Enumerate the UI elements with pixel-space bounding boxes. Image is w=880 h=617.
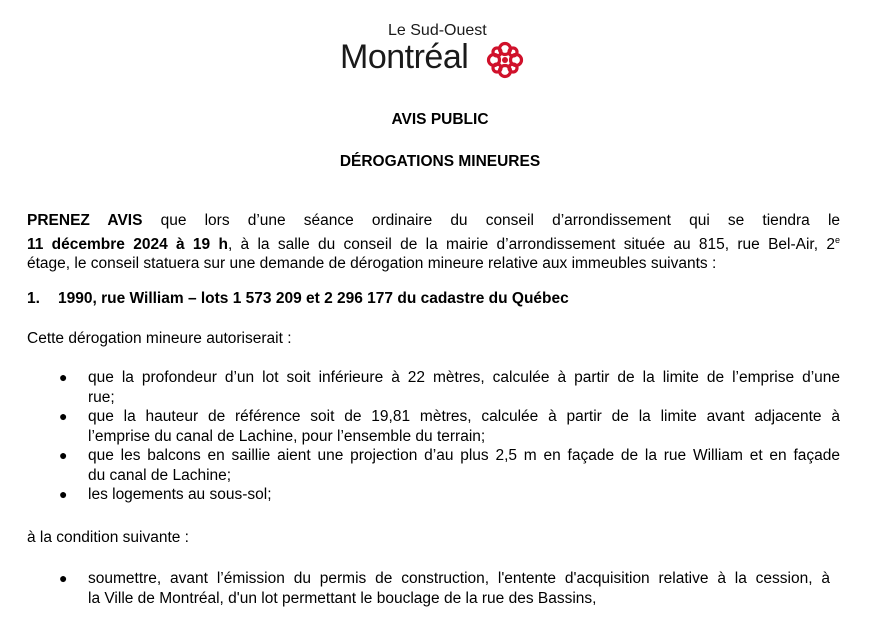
list-item xyxy=(0,368,880,407)
list-item-line-1: que la hauteur de référence soit de 19,81 mètres, calculée à partir de la limite avant adjacente à xyxy=(88,408,840,425)
derogation-intro: Cette dérogation mineure autoriserait : xyxy=(27,330,292,347)
list-item xyxy=(0,407,880,446)
intro-part-2: , à la salle du conseil de la mairie d’arrondissement située au 815, rue Bel-Air, 2 xyxy=(227,235,835,253)
notice-title: AVIS PUBLIC xyxy=(391,111,489,128)
intro-line-1 xyxy=(27,211,840,231)
montreal-logo xyxy=(338,20,528,80)
ordinal-superscript: e xyxy=(834,234,840,245)
bullet-icon: ● xyxy=(59,408,68,424)
item-1-heading xyxy=(27,290,569,308)
list-item-line-1: les logements au sous-sol; xyxy=(88,486,272,503)
list-item xyxy=(0,485,880,505)
meeting-date: 11 décembre 2024 à 19 h xyxy=(27,235,228,253)
item-title: 1990, rue William – lots 1 573 209 et 2 296 177 du cadastre du Québec xyxy=(58,290,569,307)
intro-line-2 xyxy=(27,231,840,255)
bullet-icon: ● xyxy=(59,447,68,463)
list-item-line-2: du canal de Lachine; xyxy=(88,466,232,484)
list-item-line-1: que la profondeur d’un lot soit inférieure à 22 mètres, calculée à partir de la limite de l’emprise d’une xyxy=(88,369,840,386)
notice-subtitle: DÉROGATIONS MINEURES xyxy=(339,153,541,170)
logo-borough: Le Sud-Ouest xyxy=(388,22,487,39)
item-number: 1. xyxy=(27,290,40,307)
intro-part-1: que lors d’une séance ordinaire du conseil d’arrondissement qui se tiendra le xyxy=(142,212,841,229)
intro-line-3: étage, le conseil statuera sur une demande de dérogation mineure relative aux immeubles suivants : xyxy=(27,255,717,273)
rosette-icon xyxy=(484,39,526,81)
list-item-line-2: l’emprise du canal de Lachine, pour l’ensemble du terrain; xyxy=(88,427,486,445)
intro-lead: PRENEZ AVIS xyxy=(27,212,143,229)
list-item-line-1: soumettre, avant l’émission du permis de construction, l'entente d'acquisition relative à la cession, à xyxy=(88,570,830,587)
logo-city: Montréal xyxy=(340,38,469,76)
list-item-line-1: que les balcons en saillie aient une projection d’au plus 2,5 m en façade de la rue William et en façade xyxy=(88,447,840,464)
condition-intro: à la condition suivante : xyxy=(27,529,189,546)
list-item xyxy=(0,569,880,608)
bullet-icon: ● xyxy=(59,570,68,586)
bullet-icon: ● xyxy=(59,369,68,385)
list-item-line-2: rue; xyxy=(88,388,115,406)
intro-paragraph xyxy=(27,211,840,274)
derogation-list xyxy=(0,368,880,505)
condition-list xyxy=(0,569,880,608)
bullet-icon: ● xyxy=(59,486,68,502)
list-item xyxy=(0,446,880,485)
list-item-line-2: la Ville de Montréal, d'un lot permettant le bouclage de la rue des Bassins, xyxy=(88,589,597,607)
